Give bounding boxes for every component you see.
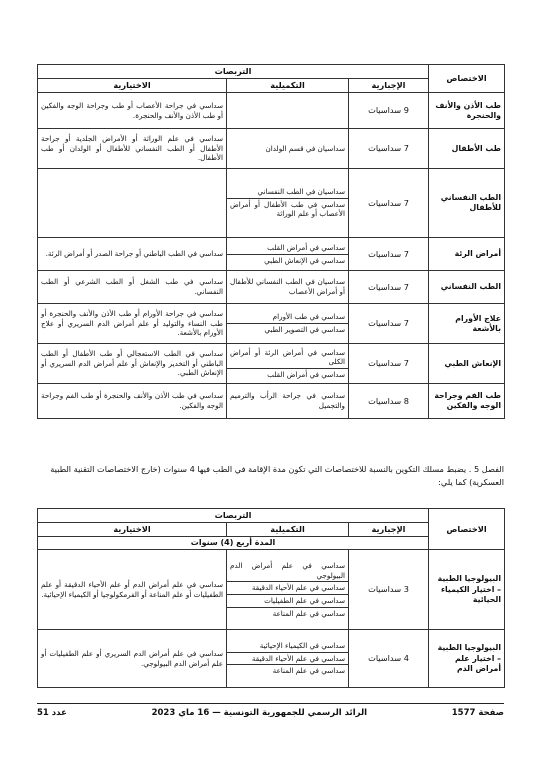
mandatory-cell: 7 سداسيات: [349, 304, 429, 344]
specialty-cell: طب الفم وجراحة الوجه والفكين: [429, 384, 505, 419]
table-row: [38, 169, 505, 238]
complementary-cell: [227, 550, 349, 630]
specialty-cell: طب الأطفال: [429, 129, 505, 169]
table-row: [38, 238, 505, 271]
header-complementary: التكميلية: [227, 79, 349, 93]
header-internships: التربصات: [38, 509, 429, 523]
mandatory-cell: 7 سداسيات: [349, 344, 429, 384]
table-2-body: [38, 550, 505, 688]
specialty-cell: أمراض الرئة: [429, 238, 505, 271]
page-number: صفحة 1577: [451, 708, 504, 718]
journal-title: الرائد الرسمي للجمهورية التونسية — 16 ماي 2023: [151, 708, 368, 718]
mandatory-cell: 3 سداسيات: [349, 550, 429, 630]
complementary-cell: [227, 238, 349, 271]
complementary-item: سداسي في علم المناعة: [272, 666, 346, 676]
header-optional: الاختيارية: [38, 523, 227, 537]
mandatory-cell: 7 سداسيات: [349, 271, 429, 304]
complementary-cell: [227, 169, 349, 238]
complementary-cell: [227, 304, 349, 344]
header-mandatory: الإجبارية: [349, 523, 429, 537]
specialty-cell: طب الأذن والأنف والحنجرة: [429, 93, 505, 129]
complementary-item: سداسي في أمراض القلب: [227, 242, 348, 255]
article-5-paragraph: الفصل 5 . يضبط مسلك التكوين بالنسبة للاختصاصات التي تكون مدة الإقامة في الطب فيها 4 سنوات (خارج الاختصاصات التقنية الطبية العسكرية) كما يلي:: [50, 464, 504, 488]
complementary-item: سداسي في طب الأطفال أو أمراض الأعصاب أو علم الوراثة: [230, 199, 346, 219]
specialty-cell: الطب النفساني للأطفال: [429, 169, 505, 238]
specialty-cell: علاج الأورام بالأشعة: [429, 304, 505, 344]
optional-cell: [38, 169, 227, 238]
complementary-item: سداسي في أمراض الرئة أو أمراض الكلى: [227, 347, 348, 369]
complementary-item: سداسي في طب الأورام: [227, 311, 348, 324]
complementary-item: سداسي في علم المناعة: [272, 608, 346, 618]
optional-cell: سداسي في علم أمراض الدم السريري أو علم الطفيليات أو علم أمراض الدم البيولوجي.: [38, 630, 227, 688]
specialty-cell: البيولوجيا الطبية – اختيار علم أمراض الدم: [429, 630, 505, 688]
complementary-item: سداسي في علم الأحياء الدقيقة: [227, 653, 348, 666]
complementary-item: سداسي في التصوير الطبي: [264, 325, 346, 335]
complementary-item: سداسي في علم الطفيليات: [227, 595, 348, 608]
complementary-item: سداسيان في الطب النفساني: [227, 186, 348, 199]
complementary-item: سداسيان في قسم الولدان: [265, 143, 346, 153]
duration-row: المدة أربع (4) سنوات: [38, 537, 429, 550]
complementary-item: سداسي في الكيمياء الإحيائية: [227, 640, 348, 653]
footer-rule: [37, 703, 504, 704]
optional-cell: سداسي في جراحة الأعصاب أو طب وجراحة الوجه والفكين أو طب الأذن والأنف والحنجرة.: [38, 93, 227, 129]
internships-table-2: [37, 508, 505, 688]
specialty-cell: البيولوجيا الطبية – اختيار الكيمياء الحيائية: [429, 550, 505, 630]
mandatory-cell: 7 سداسيات: [349, 129, 429, 169]
complementary-item: سداسي في علم الأحياء الدقيقة: [227, 582, 348, 595]
specialty-cell: الطب النفساني: [429, 271, 505, 304]
mandatory-cell: 9 سداسيات: [349, 93, 429, 129]
optional-cell: سداسي في علم أمراض الدم أو علم الأحياء الدقيقة أو علم الطفيليات أو علم المناعة أو الفرمكولوجيا أو الكيمياء الإحيائية.: [38, 550, 227, 630]
optional-cell: سداسي في علم الوراثة أو الأمراض الجلدية أو جراحة الأطفال أو الطب النفساني للأطفال أو الولدان أو طب الأطفال.: [38, 129, 227, 169]
mandatory-cell: 8 سداسيات: [349, 384, 429, 419]
header-complementary: التكميلية: [227, 523, 349, 537]
optional-cell: سداسي في جراحة الأورام أو طب الأذن والأنف والحنجرة أو طب النساء والتوليد أو علم أمراض الدم السريري أو علاج الأورام بالأشعة.: [38, 304, 227, 344]
complementary-item: سداسي في علم أمراض الدم البيولوجي: [227, 560, 348, 582]
complementary-item: سداسي في جراحة الرأب والترميم والتجميل: [230, 391, 346, 411]
table-row: [38, 271, 505, 304]
mandatory-cell: 4 سداسيات: [349, 630, 429, 688]
table-row: [38, 129, 505, 169]
mandatory-cell: 7 سداسيات: [349, 238, 429, 271]
complementary-cell: [227, 129, 349, 169]
complementary-cell: [227, 630, 349, 688]
header-optional: الاختيارية: [38, 79, 227, 93]
page-footer: [37, 708, 504, 718]
header-internships: التربصات: [38, 65, 429, 79]
header-specialty: الاختصاص: [429, 509, 505, 550]
optional-cell: سداسي في الطب الباطني أو جراحة الصدر أو أمراض الرئة.: [38, 238, 227, 271]
optional-cell: سداسي في الطب الاستعجالي أو طب الأطفال أو الطب الباطني أو التخدير والإنعاش أو علم أمراض الدم السريري أو الإنعاش الطبي.: [38, 344, 227, 384]
complementary-cell: [227, 344, 349, 384]
complementary-item: سداسي في الإنعاش الطبي: [264, 255, 346, 265]
optional-cell: سداسي في طب الأذن والأنف والحنجرة أو طب الفم وجراحة الوجه والفكين.: [38, 384, 227, 419]
complementary-cell: [227, 271, 349, 304]
header-mandatory: الإجبارية: [349, 79, 429, 93]
optional-cell: سداسي في طب الشغل أو الطب الشرعي أو الطب النفساني.: [38, 271, 227, 304]
complementary-cell: [227, 384, 349, 419]
table-1-body: [38, 93, 505, 419]
complementary-cell: [227, 93, 349, 129]
table-row: [38, 93, 505, 129]
issue-number: عدد 51: [37, 708, 67, 718]
table-row: [38, 630, 505, 688]
header-specialty: الاختصاص: [429, 65, 505, 93]
table-row: [38, 384, 505, 419]
complementary-item: سداسي في أمراض القلب: [267, 369, 346, 379]
complementary-item: سداسيان في الطب النفساني للأطفال أو أمراض الأعصاب: [230, 277, 346, 297]
specialty-cell: الإنعاش الطبي: [429, 344, 505, 384]
table-row: [38, 344, 505, 384]
internships-table-1: [37, 64, 505, 419]
table-row: [38, 304, 505, 344]
mandatory-cell: 7 سداسيات: [349, 169, 429, 238]
table-row: [38, 550, 505, 630]
